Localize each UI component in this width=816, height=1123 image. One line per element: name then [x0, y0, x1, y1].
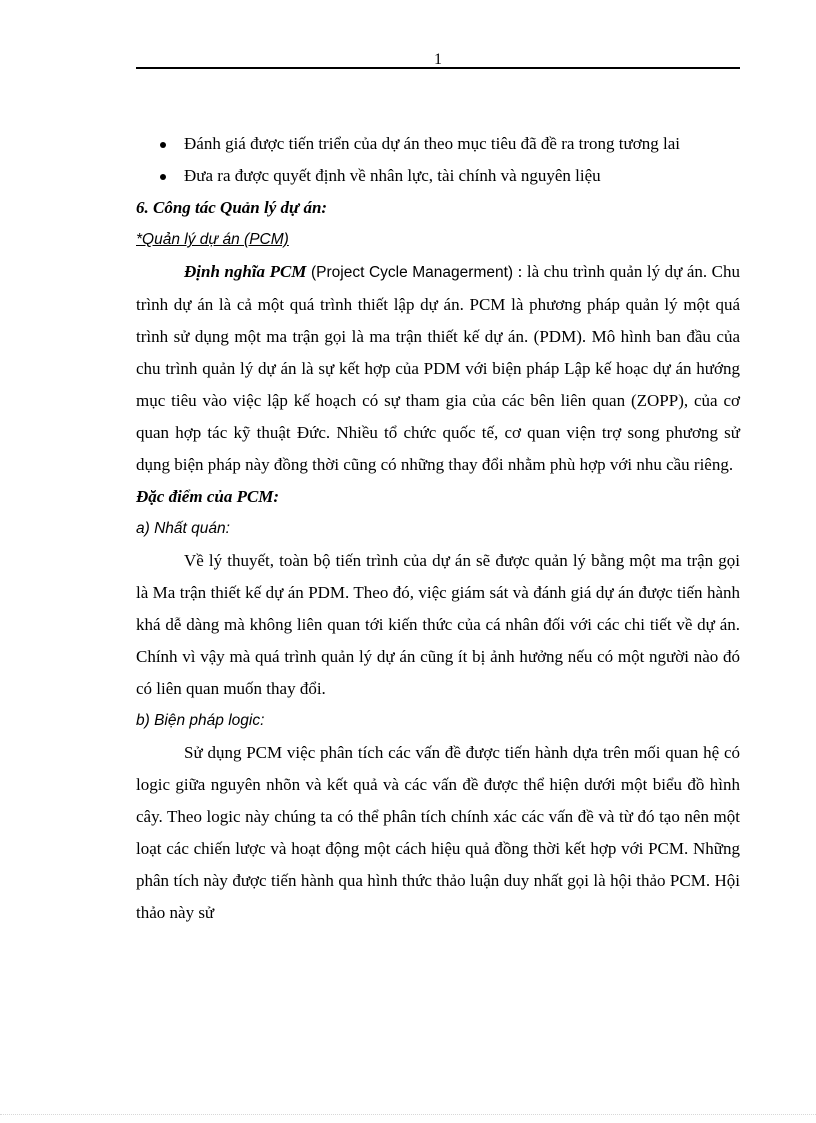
item-b-paragraph: Sử dụng PCM việc phân tích các vấn đề được tiến hành dựa trên mối quan hệ có logic giữa nguyên nhõn và kết quả và các vấn đề được thể hiện dưới một biểu đồ hình cây. Theo logic này chúng ta có thể phân tích chính xác các vấn đề và từ đó tạo nên một loạt các chiến lược và hoạt động một cách hiệu quả đồng thời kết hợp với PCM. Những phân tích này được tiến hành qua hình thức thảo luận duy nhất gọi là hội thảo PCM. Hội thảo này sử: [136, 743, 740, 922]
bullet-list: [136, 128, 740, 192]
list-item: [136, 128, 740, 160]
definition-paragraph: [136, 256, 740, 481]
section-heading: 6. Công tác Quản lý dự án:: [136, 198, 328, 217]
item-a-paragraph: Về lý thuyết, toàn bộ tiến trình của dự án sẽ được quản lý bằng một ma trận gọi là Ma trận thiết kế dự án PDM. Theo đó, việc giám sát và đánh giá dự án được tiến hành khá dễ dàng mà không liên quan tới kiến thức của cá nhân đối với các chi tiết về dự án. Chính vì vậy mà quá trình quản lý dự án cũng ít bị ảnh hưởng nếu có một người nào đó có liên quan muốn thay đổi.: [136, 551, 740, 698]
document-body: [136, 128, 740, 929]
bullet-icon: [160, 142, 166, 148]
bullet-icon: [160, 174, 166, 180]
subsection-heading: *Quản lý dự án (PCM): [136, 231, 289, 248]
item-a-heading: a) Nhất quán:: [136, 520, 230, 537]
features-heading: Đặc điểm của PCM:: [136, 487, 280, 506]
page-number: 1: [434, 51, 442, 68]
definition-text: : là chu trình quản lý dự án. Chu trình dự án là cả một quá trình thiết lập dự án. PCM là phương pháp quản lý một quá trình sử dụng một ma trận gọi là ma trận thiết kế dự án. (PDM). Mô hình ban đầu của chu trình quản lý dự án là sự kết hợp của PDM với biện pháp Lập kế hoạc dự án hướng mục tiêu vào việc lập kế hoạch có sự tham gia của các bên liên quan (ZOPP), của cơ quan hợp tác kỹ thuật Đức. Nhiều tổ chức quốc tế, cơ quan viện trợ song phương sử dụng biện pháp này đồng thời cũng có những thay đổi nhằm phù hợp với nhu cầu riêng.: [136, 262, 740, 474]
list-item: [136, 160, 740, 192]
bullet-text: Đưa ra được quyết định về nhân lực, tài chính và nguyên liệu: [184, 166, 601, 185]
definition-term: Định nghĩa PCM: [184, 262, 307, 281]
definition-english: (Project Cycle Managerment): [306, 264, 518, 281]
footer-divider: [0, 1114, 816, 1115]
item-b-heading: b) Biện pháp logic:: [136, 712, 265, 729]
bullet-text: Đánh giá được tiến triển của dự án theo mục tiêu đã đề ra trong tương lai: [184, 134, 680, 153]
header-rule: [136, 67, 740, 69]
